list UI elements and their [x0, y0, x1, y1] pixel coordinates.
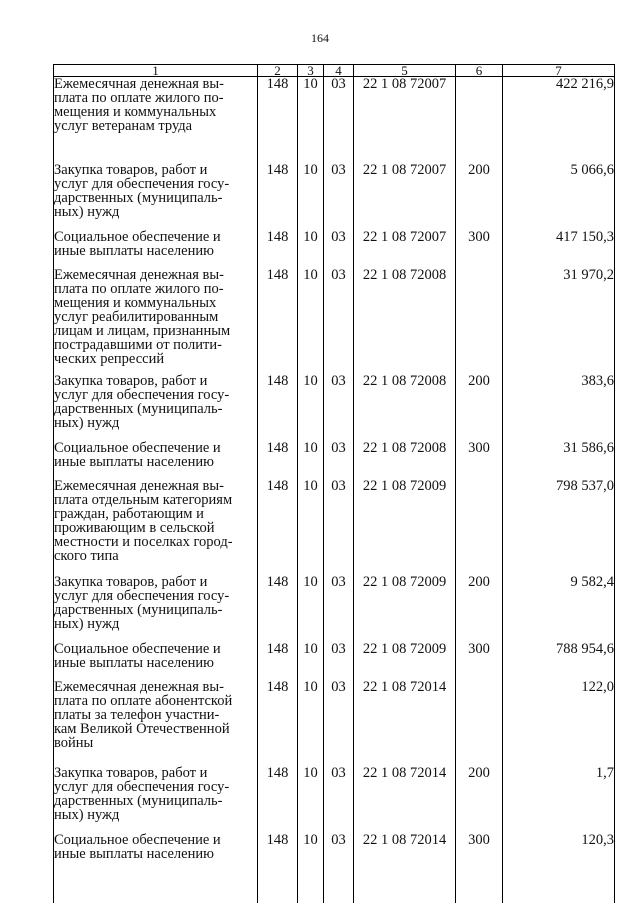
target-article-code-cell: 22 1 08 72014 — [354, 680, 456, 766]
section-code-cell: 10 — [298, 268, 324, 374]
item-name-cell: Закупка товаров, работ и услуг для обеспечения госу- дарственных (муниципаль- ных) нужд — [54, 766, 258, 833]
amount-cell: 417 150,3 — [503, 230, 615, 268]
target-article-code-cell: 22 1 08 72009 — [354, 575, 456, 642]
department-code-cell: 148 — [258, 766, 298, 833]
empty-cell — [54, 871, 258, 903]
department-code-cell: 148 — [258, 77, 298, 163]
item-name-cell: Социальное обеспечение и иные выплаты населению — [54, 230, 258, 268]
column-number-7: 7 — [503, 65, 615, 77]
section-code-cell: 10 — [298, 479, 324, 575]
subsection-code-cell: 03 — [324, 230, 354, 268]
expense-type-code-cell: 300 — [456, 833, 503, 871]
column-number-5: 5 — [354, 65, 456, 77]
target-article-code-cell: 22 1 08 72009 — [354, 479, 456, 575]
target-article-code-cell: 22 1 08 72007 — [354, 77, 456, 163]
expense-type-code-cell — [456, 268, 503, 374]
table-row — [54, 833, 615, 871]
item-name-cell: Ежемесячная денежная вы- плата отдельным категориям граждан, работающим и проживающим в сельской местности и поселках город- ского типа — [54, 479, 258, 575]
subsection-code-cell: 03 — [324, 642, 354, 680]
expense-type-code-cell: 200 — [456, 374, 503, 441]
item-name-cell: Закупка товаров, работ и услуг для обеспечения госу- дарственных (муниципаль- ных) нужд — [54, 575, 258, 642]
section-code-cell: 10 — [298, 833, 324, 871]
section-code-cell: 10 — [298, 680, 324, 766]
subsection-code-cell: 03 — [324, 163, 354, 230]
amount-cell: 5 066,6 — [503, 163, 615, 230]
target-article-code-cell: 22 1 08 72008 — [354, 268, 456, 374]
column-number-1: 1 — [54, 65, 258, 77]
amount-cell: 31 970,2 — [503, 268, 615, 374]
item-name-cell: Закупка товаров, работ и услуг для обеспечения госу- дарственных (муниципаль- ных) нужд — [54, 163, 258, 230]
table-row — [54, 680, 615, 766]
target-article-code-cell: 22 1 08 72014 — [354, 766, 456, 833]
table-row — [54, 642, 615, 680]
empty-cell — [503, 871, 615, 903]
section-code-cell: 10 — [298, 163, 324, 230]
section-code-cell: 10 — [298, 230, 324, 268]
empty-cell — [324, 871, 354, 903]
column-number-2: 2 — [258, 65, 298, 77]
item-name-cell: Социальное обеспечение и иные выплаты населению — [54, 441, 258, 479]
amount-cell: 798 537,0 — [503, 479, 615, 575]
column-number-3: 3 — [298, 65, 324, 77]
department-code-cell: 148 — [258, 680, 298, 766]
table-row — [54, 766, 615, 833]
table-row — [54, 230, 615, 268]
department-code-cell: 148 — [258, 163, 298, 230]
department-code-cell: 148 — [258, 833, 298, 871]
table-row — [54, 479, 615, 575]
table-row — [54, 441, 615, 479]
subsection-code-cell: 03 — [324, 766, 354, 833]
subsection-code-cell: 03 — [324, 441, 354, 479]
expense-type-code-cell — [456, 680, 503, 766]
empty-cell — [258, 871, 298, 903]
empty-cell — [354, 871, 456, 903]
column-number-4: 4 — [324, 65, 354, 77]
page-number: 164 — [311, 31, 329, 45]
expense-type-code-cell — [456, 479, 503, 575]
subsection-code-cell: 03 — [324, 77, 354, 163]
table-row — [54, 575, 615, 642]
section-code-cell: 10 — [298, 575, 324, 642]
subsection-code-cell: 03 — [324, 268, 354, 374]
table-header — [54, 65, 615, 77]
department-code-cell: 148 — [258, 642, 298, 680]
subsection-code-cell: 03 — [324, 374, 354, 441]
target-article-code-cell: 22 1 08 72008 — [354, 374, 456, 441]
item-name-cell: Ежемесячная денежная вы- плата по оплате жилого по- мещения и коммунальных услуг ветеранам труда — [54, 77, 258, 163]
empty-cell — [456, 871, 503, 903]
department-code-cell: 148 — [258, 230, 298, 268]
expense-type-code-cell: 200 — [456, 575, 503, 642]
amount-cell: 9 582,4 — [503, 575, 615, 642]
table-row — [54, 77, 615, 163]
item-name-cell: Ежемесячная денежная вы- плата по оплате жилого по- мещения и коммунальных услуг реабилитированным лицам и лицам, признанным пострадавшими от полити- ческих репрессий — [54, 268, 258, 374]
target-article-code-cell: 22 1 08 72007 — [354, 163, 456, 230]
column-number-6: 6 — [456, 65, 503, 77]
item-name-cell: Закупка товаров, работ и услуг для обеспечения госу- дарственных (муниципаль- ных) нужд — [54, 374, 258, 441]
target-article-code-cell: 22 1 08 72009 — [354, 642, 456, 680]
amount-cell: 422 216,9 — [503, 77, 615, 163]
table-row — [54, 268, 615, 374]
table-row — [54, 374, 615, 441]
amount-cell: 788 954,6 — [503, 642, 615, 680]
target-article-code-cell: 22 1 08 72008 — [354, 441, 456, 479]
department-code-cell: 148 — [258, 479, 298, 575]
section-code-cell: 10 — [298, 766, 324, 833]
department-code-cell: 148 — [258, 268, 298, 374]
empty-cell — [298, 871, 324, 903]
subsection-code-cell: 03 — [324, 833, 354, 871]
amount-cell: 383,6 — [503, 374, 615, 441]
table-filler-row — [54, 871, 615, 903]
amount-cell: 120,3 — [503, 833, 615, 871]
amount-cell: 122,0 — [503, 680, 615, 766]
subsection-code-cell: 03 — [324, 680, 354, 766]
department-code-cell: 148 — [258, 374, 298, 441]
item-name-cell: Ежемесячная денежная вы- плата по оплате абонентской платы за телефон участни- кам Великой Отечественной войны — [54, 680, 258, 766]
section-code-cell: 10 — [298, 441, 324, 479]
table-row — [54, 163, 615, 230]
expense-type-code-cell: 200 — [456, 766, 503, 833]
amount-cell: 31 586,6 — [503, 441, 615, 479]
department-code-cell: 148 — [258, 441, 298, 479]
item-name-cell: Социальное обеспечение и иные выплаты населению — [54, 833, 258, 871]
subsection-code-cell: 03 — [324, 575, 354, 642]
amount-cell: 1,7 — [503, 766, 615, 833]
header-row — [54, 65, 615, 77]
table-body — [54, 77, 615, 903]
budget-table — [53, 64, 615, 903]
section-code-cell: 10 — [298, 642, 324, 680]
expense-type-code-cell — [456, 77, 503, 163]
section-code-cell: 10 — [298, 77, 324, 163]
expense-type-code-cell: 300 — [456, 642, 503, 680]
target-article-code-cell: 22 1 08 72014 — [354, 833, 456, 871]
subsection-code-cell: 03 — [324, 479, 354, 575]
section-code-cell: 10 — [298, 374, 324, 441]
expense-type-code-cell: 200 — [456, 163, 503, 230]
target-article-code-cell: 22 1 08 72007 — [354, 230, 456, 268]
expense-type-code-cell: 300 — [456, 230, 503, 268]
item-name-cell: Социальное обеспечение и иные выплаты населению — [54, 642, 258, 680]
expense-type-code-cell: 300 — [456, 441, 503, 479]
department-code-cell: 148 — [258, 575, 298, 642]
